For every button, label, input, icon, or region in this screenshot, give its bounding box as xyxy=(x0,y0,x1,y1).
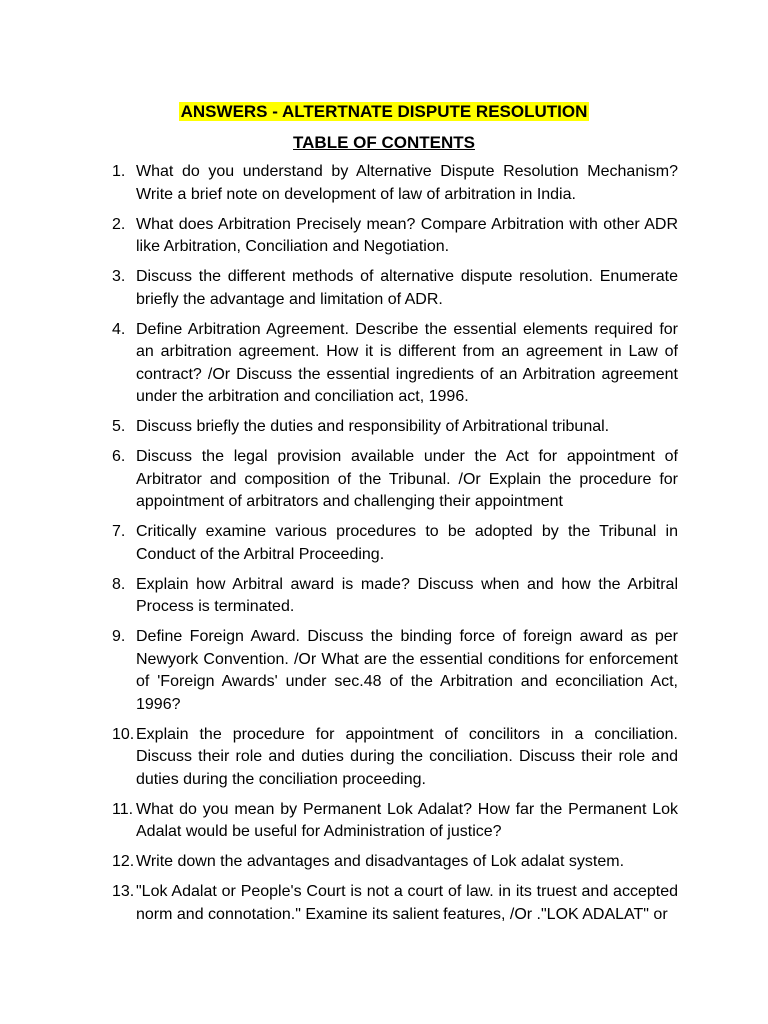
toc-item-number: 11. xyxy=(112,800,134,818)
toc-heading-text: TABLE OF CONTENTS xyxy=(293,133,475,152)
document-title-text: ANSWERS - ALTERTNATE DISPUTE RESOLUTION xyxy=(180,102,588,121)
toc-item-text: Explain how Arbitral award is made? Discuss when and how the Arbitral Process is terminated. xyxy=(136,575,678,615)
toc-item-12 xyxy=(112,851,678,874)
toc-item-number: 7. xyxy=(112,523,126,540)
toc-item-number: 9. xyxy=(112,628,126,645)
toc-item-number: 12. xyxy=(112,853,135,870)
toc-item-5 xyxy=(112,416,678,439)
toc-item-number: 10. xyxy=(112,725,135,743)
toc-item-number: 13. xyxy=(112,883,135,900)
toc-item-number: 6. xyxy=(112,448,126,465)
toc-item-9 xyxy=(112,626,678,716)
toc-item-text: What does Arbitration Precisely mean? Compare Arbitration with other ADR like Arbitration, Conciliation and Negotiation. xyxy=(136,215,678,255)
toc-item-6 xyxy=(112,446,678,514)
toc-heading xyxy=(0,132,768,154)
toc-item-number: 5. xyxy=(112,418,126,435)
toc-item-4 xyxy=(112,319,678,409)
toc-item-text: Define Arbitration Agreement. Describe the essential elements required for an arbitration agreement. How it is different from an agreement in Law of contract? /Or Discuss the essential ingredients of an Arbitration agreement under the arbitration and conciliation act, 1996. xyxy=(136,320,678,405)
toc-item-11 xyxy=(112,799,678,844)
toc-item-text: Explain the procedure for appointment of concilitors in a conciliation. Discuss their role and duties during the conciliation. Discuss their role and duties during the conciliation proceeding. xyxy=(136,725,678,788)
toc-item-text: Write down the advantages and disadvantages of Lok adalat system. xyxy=(136,853,625,870)
toc-item-text: Critically examine various procedures to be adopted by the Tribunal in Conduct of the Arbitral Proceeding. xyxy=(136,523,678,563)
toc-item-13 xyxy=(112,881,678,926)
toc-item-text: Discuss the different methods of alternative dispute resolution. Enumerate briefly the advantage and limitation of ADR. xyxy=(136,268,678,308)
toc-item-text: Discuss briefly the duties and responsibility of Arbitrational tribunal. xyxy=(136,418,610,435)
toc-list xyxy=(112,161,678,934)
toc-item-number: 4. xyxy=(112,320,126,338)
toc-item-7 xyxy=(112,521,678,566)
toc-item-3 xyxy=(112,266,678,311)
document-title xyxy=(0,101,768,123)
toc-item-number: 2. xyxy=(112,215,126,233)
toc-item-text: Define Foreign Award. Discuss the binding force of foreign award as per Newyork Convention. /Or What are the essential conditions for enforcement of 'Foreign Awards' under sec.48 of the Arbitration and econciliation Act, 1996? xyxy=(136,628,678,713)
toc-item-number: 3. xyxy=(112,268,126,285)
toc-item-text: Discuss the legal provision available under the Act for appointment of Arbitrator and composition of the Tribunal. /Or Explain the procedure for appointment of arbitrators and challenging their appointment xyxy=(136,448,678,510)
toc-item-1 xyxy=(112,161,678,206)
toc-item-2 xyxy=(112,214,678,259)
toc-item-text: What do you mean by Permanent Lok Adalat? How far the Permanent Lok Adalat would be useful for Administration of justice? xyxy=(136,800,678,840)
toc-item-8 xyxy=(112,574,678,619)
toc-item-number: 1. xyxy=(112,163,126,180)
toc-item-number: 8. xyxy=(112,575,126,593)
toc-item-10 xyxy=(112,724,678,792)
toc-item-text: "Lok Adalat or People's Court is not a court of law. in its truest and accepted norm and connotation." Examine its salient features, /Or ."LOK ADALAT" or xyxy=(136,883,678,923)
toc-item-text: What do you understand by Alternative Dispute Resolution Mechanism? Write a brief note on development of law of arbitration in India. xyxy=(136,163,678,203)
